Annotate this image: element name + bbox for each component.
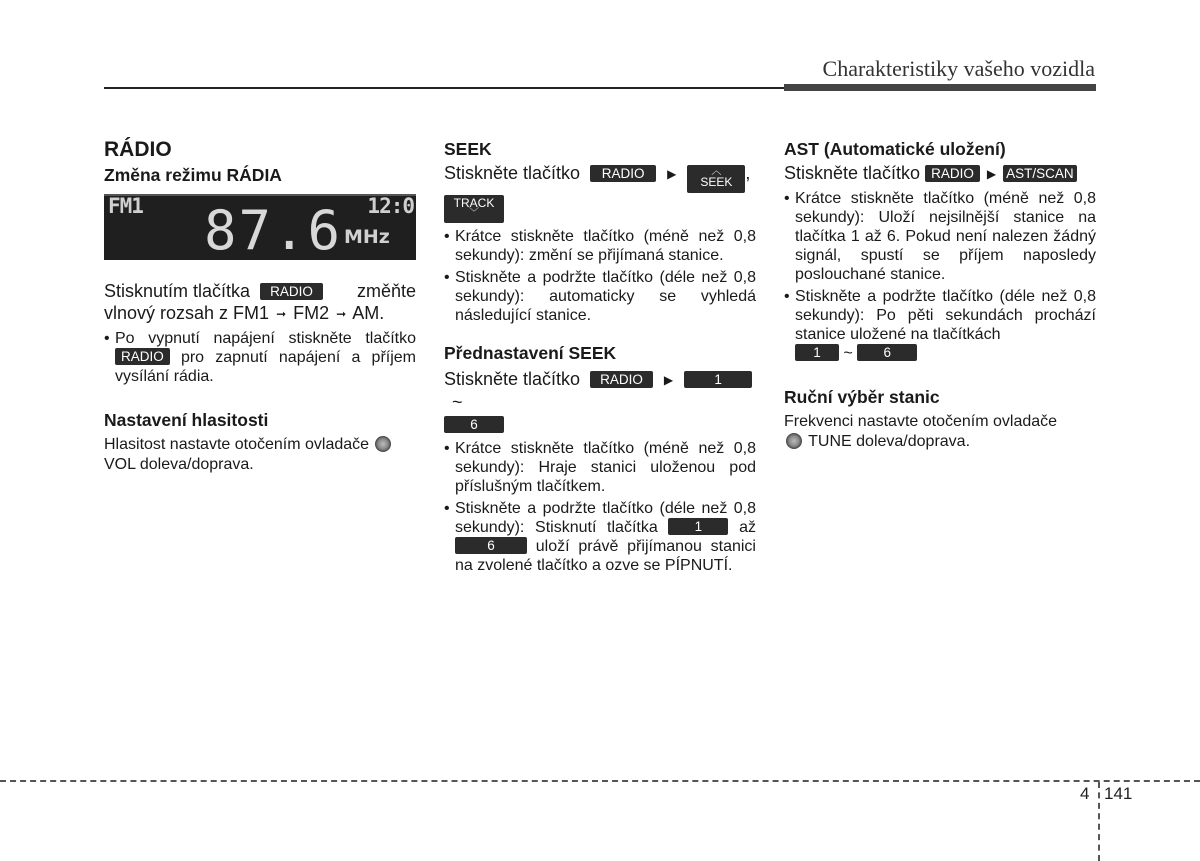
lcd-unit: MHz <box>344 226 390 248</box>
arrow-right-icon: ➞ <box>276 307 287 321</box>
text: VOL doleva/doprava. <box>104 455 254 473</box>
text: Stiskněte a podržte tlačítko (déle než 0,8 sekundy): Stisknutí tlačítka <box>455 500 756 536</box>
header-rule-thick <box>784 84 1096 91</box>
bullet-power-on: • Po vypnutí napájení stiskněte tlačítko RADIO pro zapnutí napájení a příjem vysílání rádia. <box>104 330 416 385</box>
text: Stiskněte tlačítko <box>444 369 581 389</box>
preset-key-1: 1 <box>795 344 839 361</box>
ast-instruction <box>784 162 1096 185</box>
manual-tuning-text <box>784 412 1096 451</box>
text: Stiskněte a podržte tlačítko (déle než 0,8 sekundy): automaticky se vyhledá následující stanice. <box>455 269 756 324</box>
radio-lcd-display <box>104 194 416 260</box>
arrow-right-icon: ➞ <box>336 307 347 321</box>
text: Stiskněte tlačítko <box>444 163 581 183</box>
bullet-seek-long: • Stiskněte a podržte tlačítko (déle než 0,8 sekundy): automaticky se vyhledá následující stanice. <box>444 269 756 324</box>
preset-key-6: 6 <box>857 344 917 361</box>
bullet-preset-short: • Krátce stiskněte tlačítko (méně než 0,8 sekundy): Hraje stanici uloženou pod příslušným tlačítkem. <box>444 440 756 495</box>
preset-key-6: 6 <box>444 416 504 433</box>
text: změňte <box>356 281 416 301</box>
footer-rule <box>0 780 1200 782</box>
bullet-ast-long: • Stiskněte a podržte tlačítko (déle než 0,8 sekundy): Po pěti sekundách prochází stanice uložené na tlačítkách 1 ~ 6 <box>784 288 1096 362</box>
text: Stiskněte a podržte tlačítko (déle než 0,8 sekundy): Po pěti sekundách prochází stanice uložené na tlačítkách <box>795 288 1096 343</box>
radio-key: RADIO <box>925 165 980 182</box>
seek-key-label: SEEK <box>700 175 733 189</box>
text: TUNE doleva/doprava. <box>808 432 971 450</box>
page-number: 141 <box>1104 784 1133 803</box>
seek-key <box>687 165 745 193</box>
radio-key: RADIO <box>260 283 323 300</box>
column-radio-mode <box>104 138 416 477</box>
heading-volume: Nastavení hlasitosti <box>104 410 269 430</box>
radio-key: RADIO <box>590 371 653 388</box>
radio-key: RADIO <box>590 165 656 182</box>
heading-manual-tuning: Ruční výběr stanic <box>784 387 940 407</box>
text: uloží právě přijímanou stanici na zvolené tlačítko a ozve se PÍPNUTÍ. <box>455 538 756 574</box>
heading-preset-seek: Přednastavení SEEK <box>444 343 617 363</box>
bullet-ast-short: • Krátce stiskněte tlačítko (méně než 0,8 sekundy): Uloží nejsilnější stanice na tlačítka 1 až 6. Pokud není nalezen žádný signál, spustí se příjem naposledy poslouchané stanice. <box>784 190 1096 283</box>
header-rule <box>104 87 784 89</box>
heading-ast: AST (Automatické uložení) <box>784 139 1006 159</box>
text: FM2 <box>293 303 330 323</box>
column-seek <box>444 138 756 578</box>
text: Stisknutím tlačítka <box>104 281 251 301</box>
lcd-frequency: 87.6 <box>204 199 343 260</box>
knob-icon <box>375 436 391 452</box>
triangle-right-icon: ▶ <box>986 167 997 181</box>
seek-instruction: Stiskněte tlačítko RADIO ▶ ︿ SEEK , TRACK ﹀ <box>444 162 756 223</box>
bullet-preset-long: • Stiskněte a podržte tlačítko (déle než 0,8 sekundy): Stisknutí tlačítka 1 až 6 uloží právě přijímanou stanici na zvolené tlačítko a ozve se PÍPNUTÍ. <box>444 500 756 574</box>
knob-icon <box>786 433 802 449</box>
text: vlnový rozsah z FM1 <box>104 303 270 323</box>
preset-key-1: 1 <box>668 518 728 535</box>
subtitle-radio-mode: Změna režimu RÁDIA <box>104 165 282 185</box>
preset-key-1: 1 <box>684 371 752 388</box>
text: Hlasitost nastavte otočením ovladače <box>104 436 370 453</box>
text: Krátce stiskněte tlačítko (méně než 0,8 sekundy): změní se přijímaná stanice. <box>455 228 756 264</box>
radio-key: RADIO <box>115 348 170 365</box>
ast-scan-key: AST/SCAN <box>1003 165 1077 182</box>
text: AM. <box>352 303 385 323</box>
section-title-radio: RÁDIO <box>104 138 172 161</box>
heading-seek: SEEK <box>444 139 492 159</box>
chevron-down-icon: ﹀ <box>469 208 479 219</box>
text: až <box>739 519 756 536</box>
text: Krátce stiskněte tlačítko (méně než 0,8 sekundy): Uloží nejsilnější stanice na tlačítka 1 až 6. Pokud není nalezen žádný signál, spustí se příjem naposledy poslouchané stanice. <box>795 190 1096 283</box>
text: Stiskněte tlačítko <box>784 163 921 183</box>
header-title: Charakteristiky vašeho vozidla <box>822 56 1095 81</box>
chapter-number: 4 <box>1080 784 1090 803</box>
chevron-up-icon: ︿ <box>711 166 722 177</box>
text: Krátce stiskněte tlačítko (méně než 0,8 sekundy): Hraje stanici uloženou pod příslušným tlačítkem. <box>455 440 756 495</box>
track-key <box>444 195 504 223</box>
column-ast <box>784 138 1096 454</box>
text: Frekvenci nastavte otočením ovladače <box>784 413 1058 430</box>
lcd-clock: 12:0 <box>367 194 414 218</box>
lcd-band: FM1 <box>108 194 143 218</box>
preset-instruction: Stiskněte tlačítko RADIO ▶ 1 ~ 6 <box>444 368 756 435</box>
text: Po vypnutí napájení stiskněte tlačítko <box>115 330 416 347</box>
track-key-label: TRACK <box>453 196 495 210</box>
triangle-right-icon: ▶ <box>667 167 677 181</box>
volume-text <box>104 435 416 474</box>
radio-mode-instruction <box>104 280 416 325</box>
text: pro zapnutí napájení a příjem vysílání rádia. <box>115 349 416 385</box>
footer-divider <box>1098 782 1100 861</box>
preset-key-6: 6 <box>455 537 527 554</box>
bullet-seek-short: • Krátce stiskněte tlačítko (méně než 0,8 sekundy): změní se přijímaná stanice. <box>444 228 756 264</box>
triangle-right-icon: ▶ <box>663 373 674 387</box>
